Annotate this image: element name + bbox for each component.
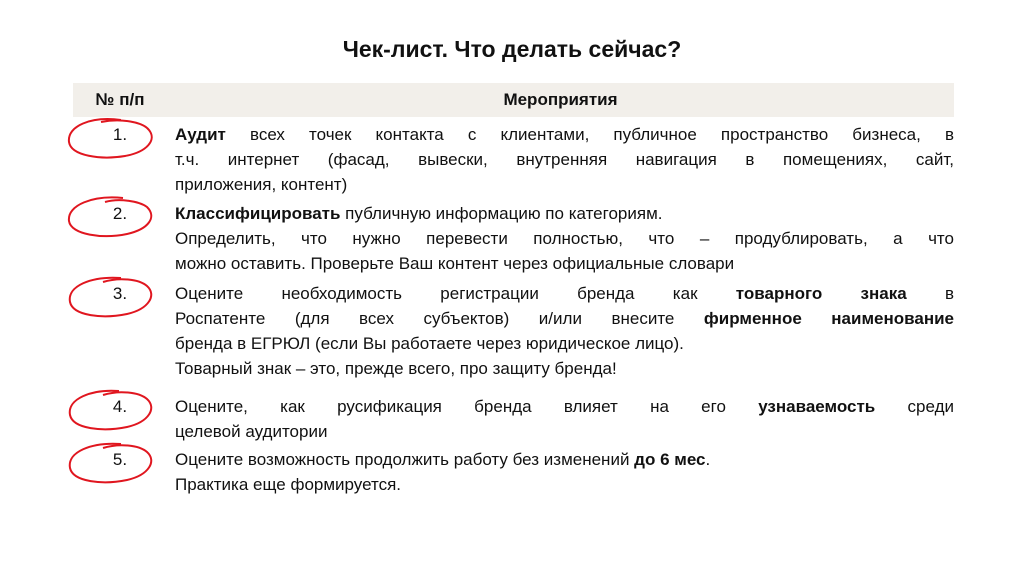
row-line: Роспатенте (для всех субъектов) и/или внесите фирменное наименование: [175, 309, 955, 328]
row-number: 4.: [112, 397, 128, 416]
table-row: [73, 394, 954, 447]
page-title: Чек-лист. Что делать сейчас?: [342, 36, 682, 62]
table-row: [73, 447, 954, 507]
row-line: т.ч. интернет (фасад, вывески, внутренняя навигация в помещениях, сайт,: [175, 150, 954, 169]
checklist-table: [73, 83, 954, 507]
row-line: Оцените, как русификация бренда влияет на его узнаваемость среди: [175, 397, 954, 416]
row-line: приложения, контент): [175, 175, 348, 194]
row-line: Оцените необходимость регистрации бренда как товарного знака в: [175, 284, 954, 303]
row-line: можно оставить. Проверьте Ваш контент через официальные словари: [175, 254, 735, 273]
row-line: бренда в ЕГРЮЛ (если Вы работаете через юридическое лицо).: [175, 334, 684, 353]
row-line: Определить, что нужно перевести полностью, что – продублировать, а что: [175, 229, 954, 248]
table-header: [73, 83, 954, 117]
row-number: 5.: [112, 450, 128, 469]
table-row: [73, 281, 954, 394]
row-line: Аудит всех точек контакта с клиентами, публичное пространство бизнеса, в: [175, 125, 954, 144]
row-line: Товарный знак – это, прежде всего, про защиту бренда!: [175, 359, 617, 378]
header-num: № п/п: [95, 90, 145, 109]
table-row: [73, 201, 954, 281]
row-line: Оцените возможность продолжить работу без изменений до 6 мес.: [175, 450, 711, 469]
row-line: целевой аудитории: [175, 422, 328, 441]
row-line: Классифицировать публичную информацию по категориям.: [175, 204, 663, 223]
table-row: [73, 122, 954, 201]
row-number: 1.: [112, 125, 128, 144]
header-action: Мероприятия: [503, 90, 618, 109]
row-line: Практика еще формируется.: [175, 475, 402, 494]
row-number: 2.: [112, 204, 128, 223]
row-number: 3.: [112, 284, 128, 303]
